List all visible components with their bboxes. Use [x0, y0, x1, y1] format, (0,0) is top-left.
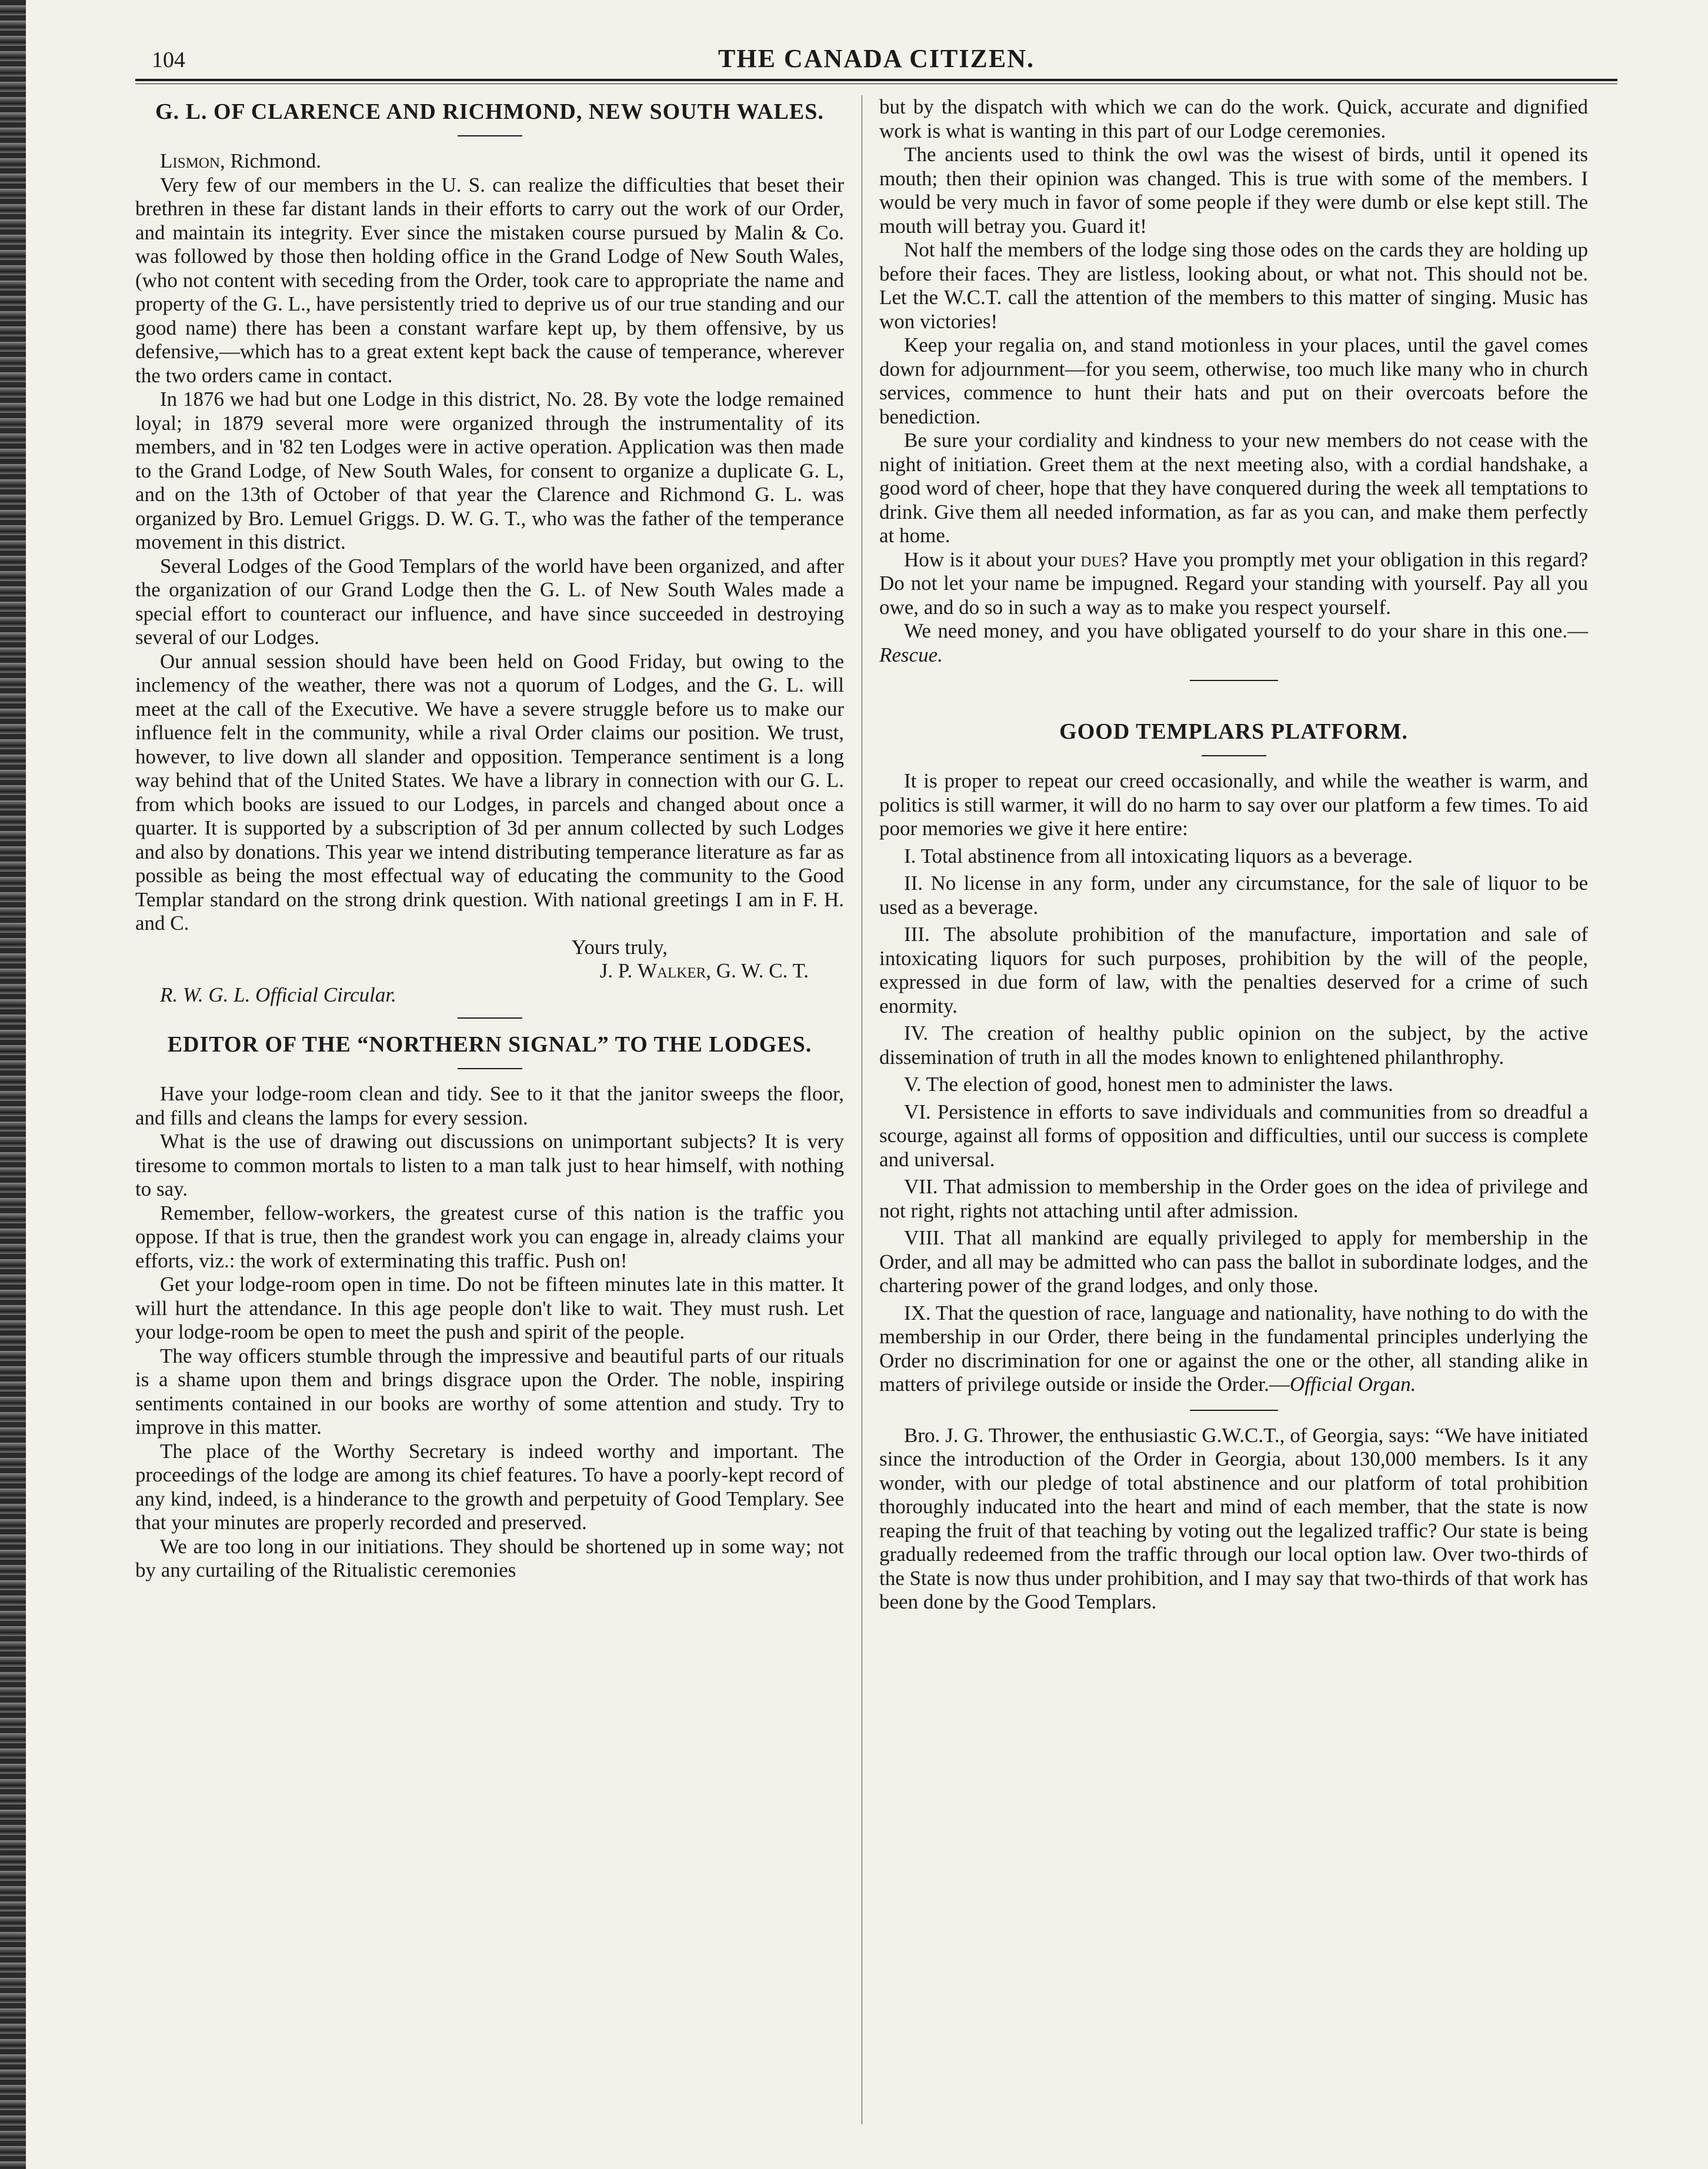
section-rule	[1190, 680, 1278, 681]
article-source: Official Organ.	[1289, 1373, 1416, 1396]
masthead-rule	[135, 79, 1617, 84]
platform-plank-ix	[879, 1302, 1588, 1397]
masthead	[135, 41, 1617, 76]
article-paragraph: Keep your regalia on, and stand motionless in your places, until the gavel comes down for adjournment—for you seem, otherwise, too much like many who in church services, commence to hunt their hats and put on their overcoats before the benediction.	[879, 333, 1588, 428]
article-source: Rescue.	[879, 643, 943, 666]
article-georgia	[879, 1424, 1588, 1614]
dateline-rest: Richmond.	[225, 149, 322, 172]
article-platform	[879, 719, 1588, 1397]
article-paragraph: Be sure your cordiality and kindness to your new members do not cease with the night of initiation. Greet them at the next meeting also, with a cordial handshake, a good word of cheer, hope that they have conquered during the week all temptations to drink. Give them all needed information, as far as you can, and make them perfectly at home.	[879, 429, 1588, 547]
article-heading: EDITOR OF THE “NORTHERN SIGNAL” TO THE LODGES.	[167, 1032, 812, 1057]
platform-plank: II. No license in any form, under any circumstance, for the sale of liquor to be used as a beverage.	[879, 872, 1588, 919]
article-paragraph: Not half the members of the lodge sing those odes on the cards they are holding up before their faces. They are listless, looking about, or what not. This should not be. Let the W.C.T. call the attention of the members to this matter of singing. Music has won victories!	[879, 238, 1588, 333]
article-paragraph: The ancients used to think the owl was the wisest of birds, until it opened its mouth; then their opinion was changed. This is true with some of the members. I would be very much in favor of some people if they were dumb or else kept still. The mouth will betray you. Guard it!	[879, 143, 1588, 238]
article-paragraph: Our annual session should have been held on Good Friday, but owing to the inclemency of the weather, there was not a quorum of Lodges, and the G. L. will meet at the call of the Executive. We have a severe struggle before us to make our influence felt in the community, while a rival Order claims our position. We trust, however, to live down all slander and opposition. Temperance sentiment is a long way behind that of the United States. We have a library in connection with our G. L. from which books are issued to our Lodges, in parcels and changed about once a quarter. It is supported by a subscription of 3d per annum collected by such Lodges and also by donations. This year we intend distributing temperance literature as far as possible as being the most effectual way of educating the community to the Good Templar standard on the strong drink question. With national greetings I am in F. H. and C.	[135, 649, 844, 935]
platform-plank: VII. That admission to membership in the Order goes on the idea of privilege and not right, rights not attaching until after admission.	[879, 1175, 1588, 1222]
platform-plank: IV. The creation of healthy public opinion on the subject, by the active dissemination of truth in all the modes known to enlightened philanthrophy.	[879, 1022, 1588, 1069]
article-paragraph: The place of the Worthy Secretary is indeed worthy and important. The proceedings of the lodge are among its chief features. To have a poorly-kept record of any kind, indeed, is a hinderance to the growth and perpetuity of Good Templary. See that your minutes are properly recorded and preserved.	[135, 1439, 844, 1534]
article-clarence-richmond	[135, 99, 844, 1007]
article-heading: G. L. OF CLARENCE AND RICHMOND, NEW SOUTH WALES.	[155, 99, 824, 124]
closing-line: Yours truly,	[571, 935, 668, 959]
article-paragraph: but by the dispatch with which we can do the work. Quick, accurate and dignified work is what is wanting in this part of our Lodge ceremonies.	[879, 95, 1588, 142]
section-rule	[1190, 1410, 1278, 1411]
page-number: 104	[152, 48, 185, 72]
dateline	[135, 149, 844, 173]
binding-edge	[0, 0, 26, 2169]
right-column	[879, 95, 1588, 1614]
article-paragraph: In 1876 we had but one Lodge in this district, No. 28. By vote the lodge remained loyal; in 1879 several more were organized through the instrumentality of its members, and in '82 ten Lodges were in active operation. Application was then made to the Grand Lodge, of New South Wales, for consent to organize a duplicate G. L, and on the 13th of October of that year the Clarence and Richmond G. L. was organized by Bro. Lemuel Griggs. D. W. G. T., who was the father of the temperance movement in this district.	[135, 388, 844, 553]
left-column	[135, 95, 844, 1583]
article-paragraph: Remember, fellow-workers, the greatest curse of this nation is the traffic you oppose. If that is true, then the grandest work you can engage in, already claims your efforts, viz.: the work of exterminating this traffic. Push on!	[135, 1201, 844, 1272]
article-northern-signal-continued	[879, 95, 1588, 667]
platform-plank: VI. Persistence in efforts to save individuals and communities from so dreadful a scourge, against all forms of opposition and difficulties, until our success is complete and universal.	[879, 1100, 1588, 1171]
platform-plank: VIII. That all mankind are equally privileged to apply for membership in the Order, and all may be admitted who can pass the ballot in subordinate lodges, and the chartering power of the grand lodges, and only those.	[879, 1226, 1588, 1297]
article-source: R. W. G. L. Official Circular.	[160, 983, 396, 1006]
article-paragraph: Very few of our members in the U. S. can realize the difficulties that beset their brethren in these far distant lands in their efforts to carry out the work of our Order, and maintain its integrity. Ever since the mistaken course pursued by Malin & Co. was followed by those then holding office in the Grand Lodge of New South Wales, (who not content with seceding from the Order, took care to appropriate the name and property of the G. L., have persistently tried to deprive us of our true standing and our good name) there has been a constant warfare kept up, by them offensive, by us defensive,—which has to a great extent kept back the cause of temperance, wherever the two orders came in contact.	[135, 173, 844, 387]
article-paragraph: What is the use of drawing out discussions on unimportant subjects? It is very tiresome to common mortals to listen to a man talk just to hear himself, with nothing to say.	[135, 1130, 844, 1200]
article-paragraph: The way officers stumble through the impressive and beautiful parts of our rituals is a shame upon them and brings disgrace upon the Order. The noble, inspiring sentiments contained in our books are worthy of some attention and study. Try to improve in this matter.	[135, 1344, 844, 1439]
dues-word: dues	[1080, 548, 1119, 571]
dues-text-rest: ? Have you promptly met your obligation in this regard? Do not let your name be impugned. Regard your standing with yourself. Pay all you owe, and do so in such a way as to make you respect yourself.	[879, 548, 1588, 619]
signature-name: Walker	[637, 959, 706, 982]
dateline-place: Lismon,	[160, 149, 225, 172]
article-paragraph: Have your lodge-room clean and tidy. See to it that the janitor sweeps the floor, and fills and cleans the lamps for every session.	[135, 1082, 844, 1129]
dues-text: How is it about your	[904, 548, 1081, 571]
section-rule	[1202, 755, 1266, 756]
spacer	[879, 694, 1588, 715]
article-paragraph: We are too long in our initiations. They should be shortened up in some way; not by any curtailing of the Ritualistic ceremonies	[135, 1534, 844, 1581]
article-paragraph: Several Lodges of the Good Templars of the world have been organized, and after the organization of our Grand Lodge then the G. L. of New South Wales made a special effort to counteract our influence, and have since succeeded in destroying several of our Lodges.	[135, 554, 844, 649]
platform-intro: It is proper to repeat our creed occasionally, and while the weather is warm, and politics is still warmer, it will do no harm to say over our platform a few times. To aid poor memories we give it here entire:	[879, 769, 1588, 840]
newspaper-page	[135, 41, 1617, 2135]
section-rule	[458, 1068, 522, 1069]
section-rule	[458, 1017, 522, 1019]
dues-paragraph	[879, 548, 1588, 620]
article-paragraph: Bro. J. G. Thrower, the enthusiastic G.W.C.T., of Georgia, says: “We have initiated since the introduction of the Order in Georgia, about 130,000 members. Is it any wonder, with our pledge of total abstinence and our platform of total prohibition thoroughly inducated into the heart and mind of each member, that the state is now reaping the fruit of that teaching by voting out the legalized traffic? Our state is being gradually redeemed from the traffic through our local option law. Over two-thirds of the State is now thus under prohibition, and I may say that two-thirds of that work has been done by the Good Templars.	[879, 1423, 1588, 1613]
article-paragraph: Get your lodge-room open in time. Do not be fifteen minutes late in this matter. It will hurt the attendance. In this age people don't like to wait. They must rush. Let your lodge-room be open to meet the push and spirit of the people.	[135, 1273, 844, 1343]
money-paragraph	[879, 619, 1588, 667]
running-title: THE CANADA CITIZEN.	[718, 44, 1035, 73]
signature	[135, 959, 844, 983]
money-text: We need money, and you have obligated yourself to do your share in this one.—	[904, 619, 1588, 642]
platform-plank: V. The election of good, honest men to administer the laws.	[904, 1073, 1393, 1096]
article-northern-signal	[135, 1032, 844, 1583]
signature-title: , G. W. C. T.	[706, 959, 809, 982]
section-rule	[458, 135, 522, 136]
plank-text: IX. That the question of race, language and nationality, have nothing to do with the membership in our Order, there being in the fundamental principles underlying the Order no discrimination for one or against the one or the other, all standing alike in matters of privilege outside or inside the Order.—	[879, 1301, 1588, 1396]
platform-plank: I. Total abstinence from all intoxicating liquors as a beverage.	[904, 844, 1413, 867]
platform-plank: III. The absolute prohibition of the manufacture, importation and sale of intoxicating liquors for such purposes, prohibition by the will of the people, expressed in due form of law, with the penalties deserved for a crime of such enormity.	[879, 923, 1588, 1017]
signature-initials: J. P.	[599, 959, 638, 982]
article-heading: GOOD TEMPLARS PLATFORM.	[1059, 719, 1408, 744]
